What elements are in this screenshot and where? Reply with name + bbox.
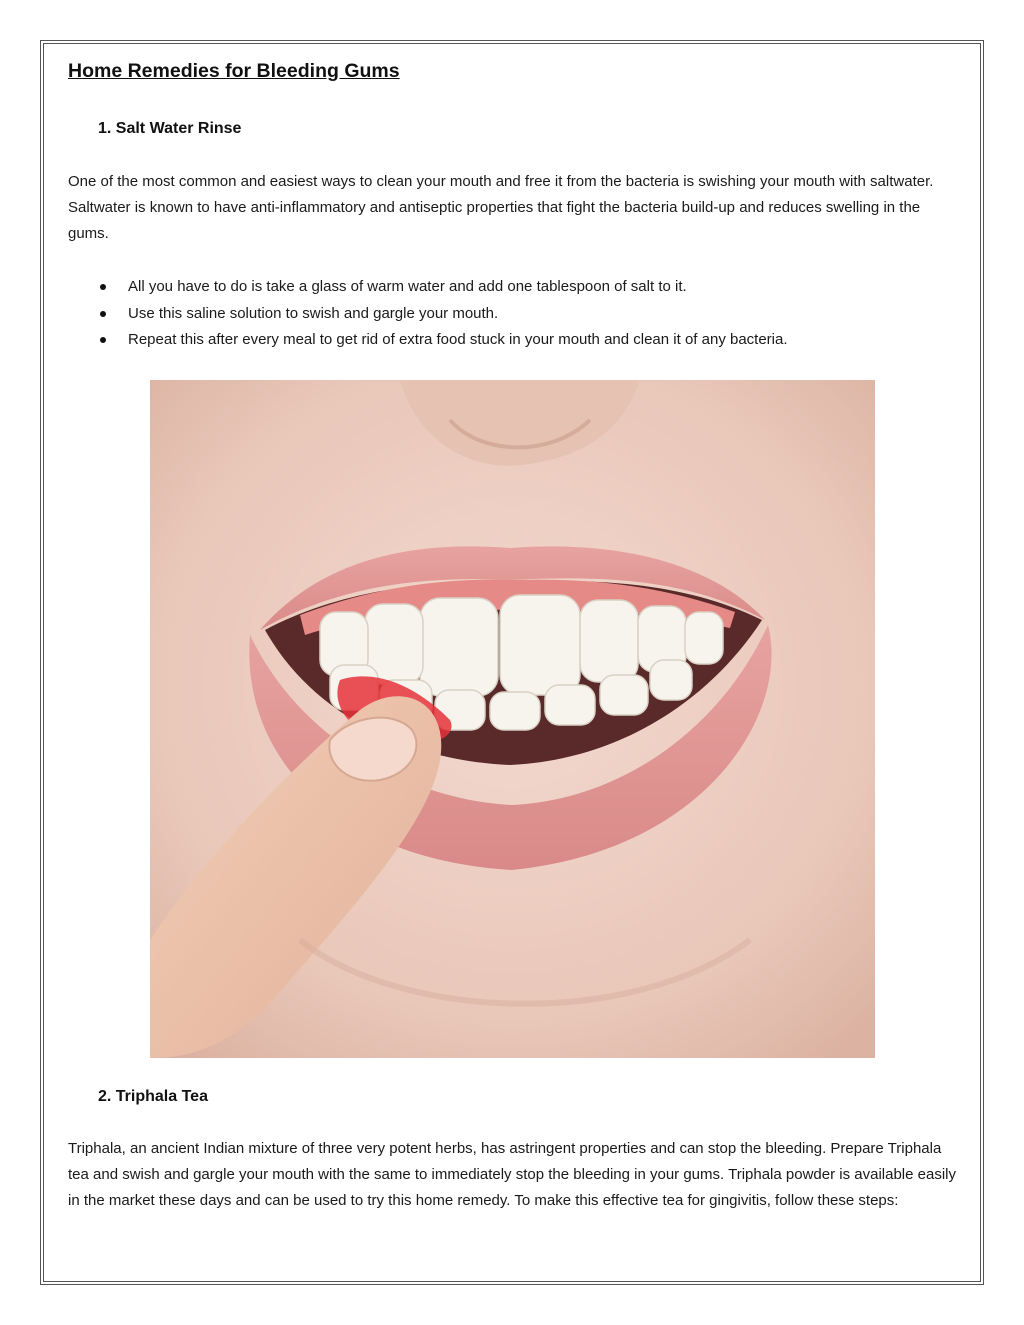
section-heading-salt-water: 1. Salt Water Rinse (98, 120, 242, 137)
bullet-icon (100, 337, 106, 343)
bullet-icon (100, 284, 106, 290)
list-item: All you have to do is take a glass of warm water and add one tablespoon of salt to it. (68, 274, 963, 301)
document-title: Home Remedies for Bleeding Gums (68, 60, 400, 82)
section-heading-triphala-tea: 2. Triphala Tea (98, 1088, 208, 1105)
bleeding-gums-photo (150, 380, 875, 1058)
salt-water-paragraph: One of the most common and easiest ways to clean your mouth and free it from the bacteria is swishing your mouth with saltwater. Saltwater is known to have anti-inflammatory and antiseptic properties that fight the bacteria build-up and reduces swelling in the gums. (68, 173, 934, 242)
salt-water-steps-list (68, 274, 963, 354)
list-item: Use this saline solution to swish and gargle your mouth. (68, 301, 963, 328)
list-item: Repeat this after every meal to get rid of extra food stuck in your mouth and clean it of any bacteria. (68, 327, 963, 354)
bullet-icon (100, 311, 106, 317)
triphala-tea-paragraph: Triphala, an ancient Indian mixture of three very potent herbs, has astringent properties and can stop the bleeding. Prepare Triphala tea and swish and gargle your mouth with the same to immediately stop the bleeding in your gums. Triphala powder is available easily in the market these days and can be used to try this home remedy. To make this effective tea for gingivitis, follow these steps: (68, 1140, 956, 1209)
